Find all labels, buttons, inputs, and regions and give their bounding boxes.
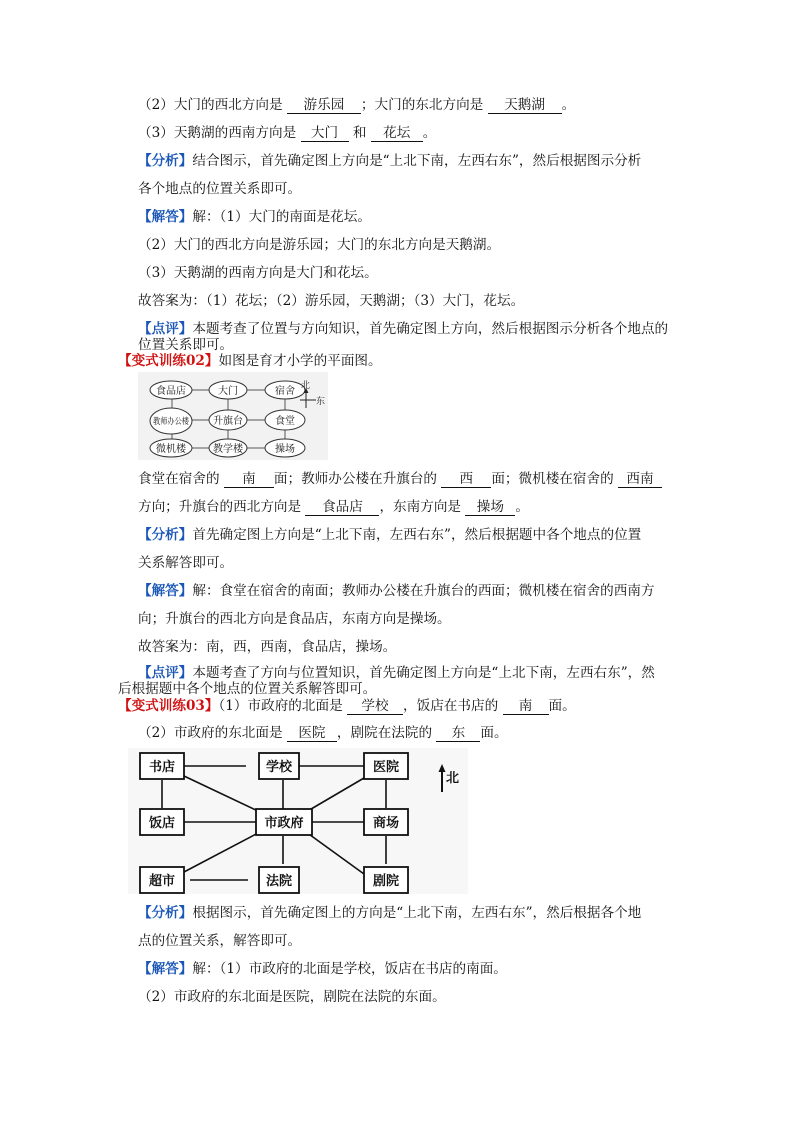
text: 解：食堂在宿舍的南面；教师办公楼在升旗台的西面；微机楼在宿舍的西南方 (192, 583, 655, 599)
text: （2）大门的西北方向是 (138, 97, 283, 113)
text: 和 (352, 125, 367, 141)
map-label: 教师办公楼 (153, 417, 196, 427)
text-line (138, 470, 662, 488)
map-label: 超市 (148, 874, 176, 889)
map-label: 操场 (275, 444, 295, 455)
text: 本题考查了方向与位置知识，首先确定图上方向是“上北下南，左西右东”，然 (192, 665, 655, 681)
text: 如图是育才小学的平面图。 (218, 353, 382, 369)
answer-blank: 操场 (465, 500, 515, 516)
comment-tag: 【点评】 (138, 665, 193, 681)
text-line (138, 236, 500, 254)
answer-blank: 游乐园 (287, 98, 361, 114)
analysis-tag: 【分析】 (138, 153, 193, 169)
answer-blank: 天鹅湖 (488, 98, 562, 114)
map-label: 市政府 (264, 816, 304, 831)
map-label: 医院 (372, 760, 400, 775)
exercise-tag: 【变式训练02】 (118, 353, 219, 369)
text-line (138, 724, 508, 742)
text: 。 (515, 499, 529, 515)
map-label: 法院 (265, 874, 293, 889)
answer-blank: 花坛 (371, 126, 423, 142)
analysis-tag: 【分析】 (138, 905, 193, 921)
text: 位置关系即可。 (138, 337, 234, 353)
text: ，饭店在书店的 (403, 698, 499, 714)
text-line (138, 124, 436, 142)
text-line (138, 498, 529, 516)
answer-blank: 西南 (618, 472, 662, 488)
answer-blank: 南 (224, 472, 274, 488)
text: （2）市政府的东北面是 (138, 725, 283, 741)
text-line (138, 610, 451, 628)
text: 面。 (480, 725, 508, 741)
answer-line (138, 582, 655, 600)
text: 结合图示，首先确定图上方向是“上北下南，左西右东”，然后根据图示分析 (192, 153, 642, 169)
text: 面；微机楼在宿舍的 (491, 471, 614, 487)
map-label: 宿舍 (275, 386, 295, 397)
map-label: 饭店 (148, 816, 176, 831)
answer-blank: 食品店 (305, 500, 379, 516)
exercise-heading (118, 697, 576, 715)
text: 后根据题中各个地点的位置关系解答即可。 (118, 681, 377, 697)
analysis-tag: 【分析】 (138, 527, 193, 543)
text: 解：（1）大门的南面是花坛。 (192, 209, 371, 225)
exercise-tag: 【变式训练03】 (118, 698, 219, 714)
map-label: 学校 (265, 760, 293, 775)
answer-tag: 【解答】 (138, 209, 193, 225)
text: 解：（1）市政府的北面是学校，饭店在书店的南面。 (192, 961, 507, 977)
map-label: 食堂 (275, 416, 295, 427)
text: 面。 (548, 698, 576, 714)
text: （1）市政府的北面是 (218, 698, 343, 714)
text: 面；教师办公楼在升旗台的 (273, 471, 438, 487)
text: 首先确定图上方向是“上北下南，左西右东”，然后根据题中各个地点的位置 (192, 527, 642, 543)
text-line (138, 96, 575, 114)
map-label: 微机楼 (156, 444, 186, 455)
answer-blank: 大门 (301, 126, 349, 142)
analysis-line (138, 152, 641, 170)
answer-line (138, 960, 507, 978)
text: 本题考查了位置与方向知识，首先确定图上方向，然后根据图示分析各个地点的 (192, 321, 669, 337)
answer-tag: 【解答】 (138, 583, 193, 599)
analysis-line (138, 904, 641, 922)
map-label: 书店 (148, 760, 176, 775)
text: 点的位置关系，解答即可。 (138, 933, 302, 949)
exercise-heading (118, 352, 382, 370)
city-map-diagram (128, 748, 468, 894)
answer-blank: 南 (503, 699, 549, 715)
answer-blank: 西 (441, 472, 491, 488)
text: ；大门的东北方向是 (360, 97, 484, 113)
text: 向；升旗台的西北方向是食品店，东南方向是操场。 (138, 611, 451, 627)
map-label: 商场 (372, 816, 400, 831)
text-line (138, 638, 396, 656)
answer-line (138, 208, 371, 226)
answer-blank: 学校 (347, 699, 403, 715)
map-label: 食品店 (156, 386, 186, 397)
text: 故答案为：（1）花坛；（2）游乐园，天鹅湖；（3）大门，花坛。 (138, 293, 525, 309)
map-label: 教学楼 (213, 444, 243, 455)
text: 。 (561, 97, 576, 113)
map-label: 升旗台 (213, 416, 243, 427)
text-line (138, 264, 378, 282)
north-label: 北 (301, 381, 311, 391)
text: 各个地点的位置关系即可。 (138, 181, 302, 197)
answer-blank: 医院 (287, 726, 337, 742)
text: 关系解答即可。 (138, 555, 234, 571)
answer-tag: 【解答】 (138, 961, 193, 977)
map-label: 大门 (218, 386, 238, 397)
text-line (118, 680, 376, 698)
text-line (138, 554, 233, 572)
text: 食堂在宿舍的 (138, 471, 220, 487)
text-line (138, 180, 301, 198)
text: （3）天鹅湖的西南方向是大门和花坛。 (138, 265, 378, 281)
text: ，东南方向是 (379, 499, 462, 515)
north-label: 北 (446, 771, 460, 786)
text: 。 (422, 125, 437, 141)
analysis-line (138, 526, 641, 544)
text-line (138, 988, 446, 1006)
east-label: 东 (316, 397, 326, 407)
compass-icon (296, 378, 328, 412)
text: （2）大门的西北方向是游乐园；大门的东北方向是天鹅湖。 (138, 237, 501, 253)
map-label: 剧院 (372, 874, 400, 889)
text: ，剧院在法院的 (336, 725, 433, 741)
text-line (138, 932, 301, 950)
text: 根据图示，首先确定图上的方向是“上北下南，左西右东”，然后根据各个地 (192, 905, 642, 921)
answer-blank: 东 (436, 726, 480, 742)
text: 方向；升旗台的西北方向是 (138, 499, 302, 515)
text: 故答案为：南，西，西南，食品店，操场。 (138, 639, 397, 655)
text: （3）天鹅湖的西南方向是 (138, 125, 297, 141)
text: （2）市政府的东北面是医院，剧院在法院的东面。 (138, 989, 446, 1005)
text-line (138, 292, 524, 310)
comment-tag: 【点评】 (138, 321, 193, 337)
